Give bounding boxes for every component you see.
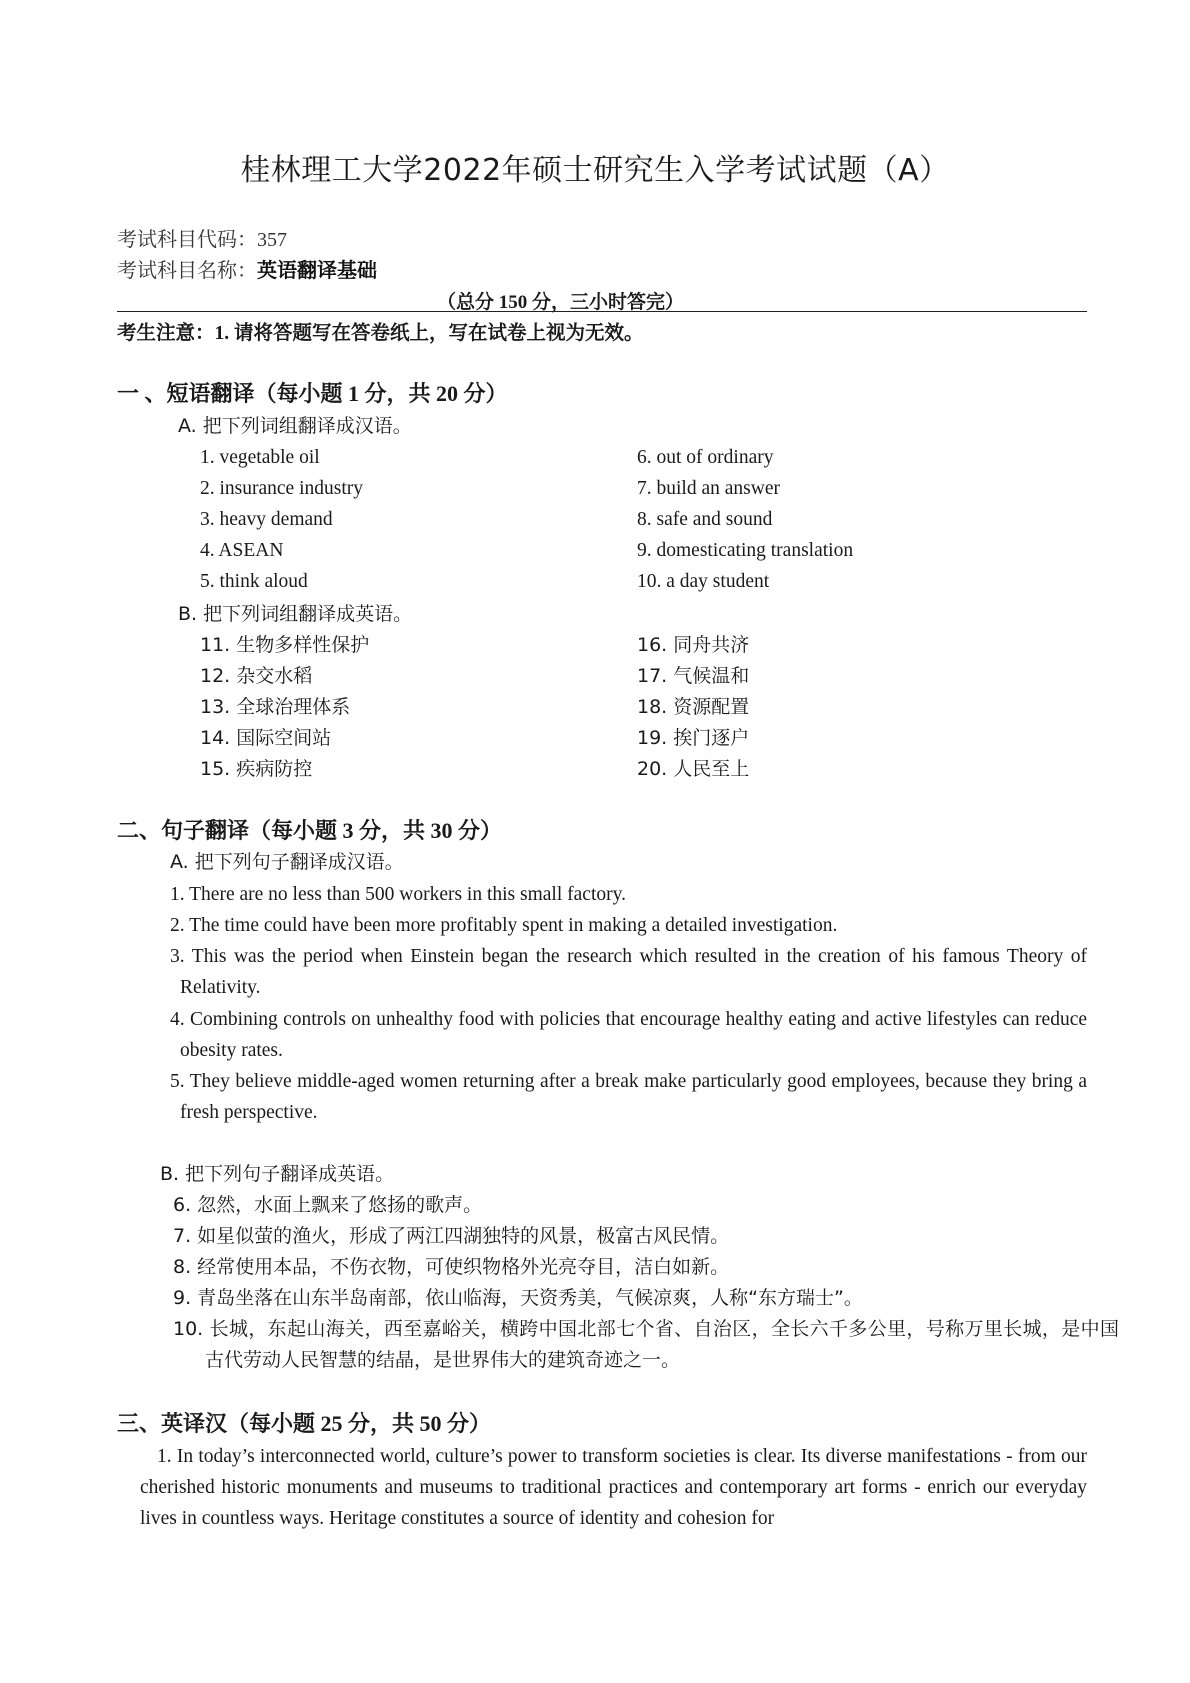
sentence-item: 9. 青岛坐落在山东半岛南部，依山临海，天资秀美，气候凉爽，人称“东方瑞士”。 xyxy=(173,1287,863,1309)
sentence-item: 1. There are no less than 500 workers in this small factory. xyxy=(170,884,626,905)
section1-partB-instruction: B. 把下列词组翻译成英语。 xyxy=(178,603,413,625)
phrase-item: 8. safe and sound xyxy=(637,509,773,530)
phrase-item: 4. ASEAN xyxy=(200,540,284,561)
phrase-item: 12. 杂交水稻 xyxy=(200,665,313,687)
phrase-item: 16. 同舟共济 xyxy=(637,634,750,656)
phrase-item: 3. heavy demand xyxy=(200,509,333,530)
subject-code-value: 357 xyxy=(257,229,287,251)
sentence-item: 7. 如星似萤的渔火，形成了两江四湖独特的风景，极富古风民情。 xyxy=(173,1225,730,1247)
phrase-item: 7. build an answer xyxy=(637,478,780,499)
phrase-item: 19. 挨门逐户 xyxy=(637,727,750,749)
subject-name-label: 考试科目名称： xyxy=(117,258,257,282)
phrase-item: 13. 全球治理体系 xyxy=(200,696,351,718)
sentence-item: 4. Combining controls on unhealthy food with policies that encourage healthy eating and active lifestyles can reduce obesity rates. xyxy=(170,1009,1087,1061)
phrase-item: 6. out of ordinary xyxy=(637,447,774,468)
subject-name xyxy=(117,255,377,286)
phrase-item: 17. 气候温和 xyxy=(637,665,750,687)
section2-partB-instruction: B. 把下列句子翻译成英语。 xyxy=(160,1163,395,1185)
phrase-item: 14. 国际空间站 xyxy=(200,727,332,749)
exam-title: 桂林理工大学2022年硕士研究生入学考试试题（A） xyxy=(240,153,950,188)
subject-name-value: 英语翻译基础 xyxy=(257,258,377,282)
sentence-item: 5. They believe middle-aged women returning after a break make particularly good employees, because they bring a fresh perspective. xyxy=(170,1071,1087,1123)
passage-paragraph: 1. In today’s interconnected world, culture’s power to transform societies is clear. Its diverse manifestations - from our cherished historic monuments and museums to traditional practices and contemporary art forms - enrich our everyday lives in countless ways. Heritage constitutes a source of identity and cohesion for xyxy=(140,1446,1087,1529)
section2-partA-instruction: A. 把下列句子翻译成汉语。 xyxy=(170,851,404,873)
sentence-item: 2. The time could have been more profitably spent in making a detailed investigation. xyxy=(170,915,838,936)
sentence-item: 6. 忽然，水面上飘来了悠扬的歌声。 xyxy=(173,1194,483,1216)
section1-partA-instruction: A. 把下列词组翻译成汉语。 xyxy=(178,415,412,437)
header-divider xyxy=(117,311,1087,312)
sentence-item: 8. 经常使用本品，不伤衣物，可使织物格外光亮夺目，洁白如新。 xyxy=(173,1256,730,1278)
phrase-item: 18. 资源配置 xyxy=(637,696,750,718)
sentence-item: 10. 长城，东起山海关，西至嘉峪关，横跨中国北部七个省、自治区，全长六千多公里，号称万里长城，是中国古代劳动人民智慧的结晶，是世界伟大的建筑奇迹之一。 xyxy=(173,1318,1119,1371)
sentence-item: 3. This was the period when Einstein began the research which resulted in the creation of his famous Theory of Relativity. xyxy=(170,946,1087,998)
subject-code xyxy=(117,224,287,256)
phrase-item: 11. 生物多样性保护 xyxy=(200,634,370,656)
phrase-item: 10. a day student xyxy=(637,571,770,592)
phrase-item: 9. domesticating translation xyxy=(637,540,854,561)
total-score-note: （总分 150 分，三小时答完） xyxy=(437,292,685,313)
phrase-item: 1. vegetable oil xyxy=(200,447,320,468)
phrase-item: 2. insurance industry xyxy=(200,478,364,499)
section1-heading: 一 、短语翻译（每小题 1 分，共 20 分） xyxy=(117,381,508,406)
phrase-item: 5. think aloud xyxy=(200,571,308,592)
phrase-item: 20. 人民至上 xyxy=(637,758,750,780)
phrase-item: 15. 疾病防控 xyxy=(200,758,313,780)
section3-heading: 三、英译汉（每小题 25 分，共 50 分） xyxy=(117,1411,492,1436)
subject-code-label: 考试科目代码： xyxy=(117,227,257,251)
exam-notice: 考生注意：1. 请将答题写在答卷纸上，写在试卷上视为无效。 xyxy=(117,323,644,344)
section2-heading: 二、句子翻译（每小题 3 分，共 30 分） xyxy=(117,818,503,843)
